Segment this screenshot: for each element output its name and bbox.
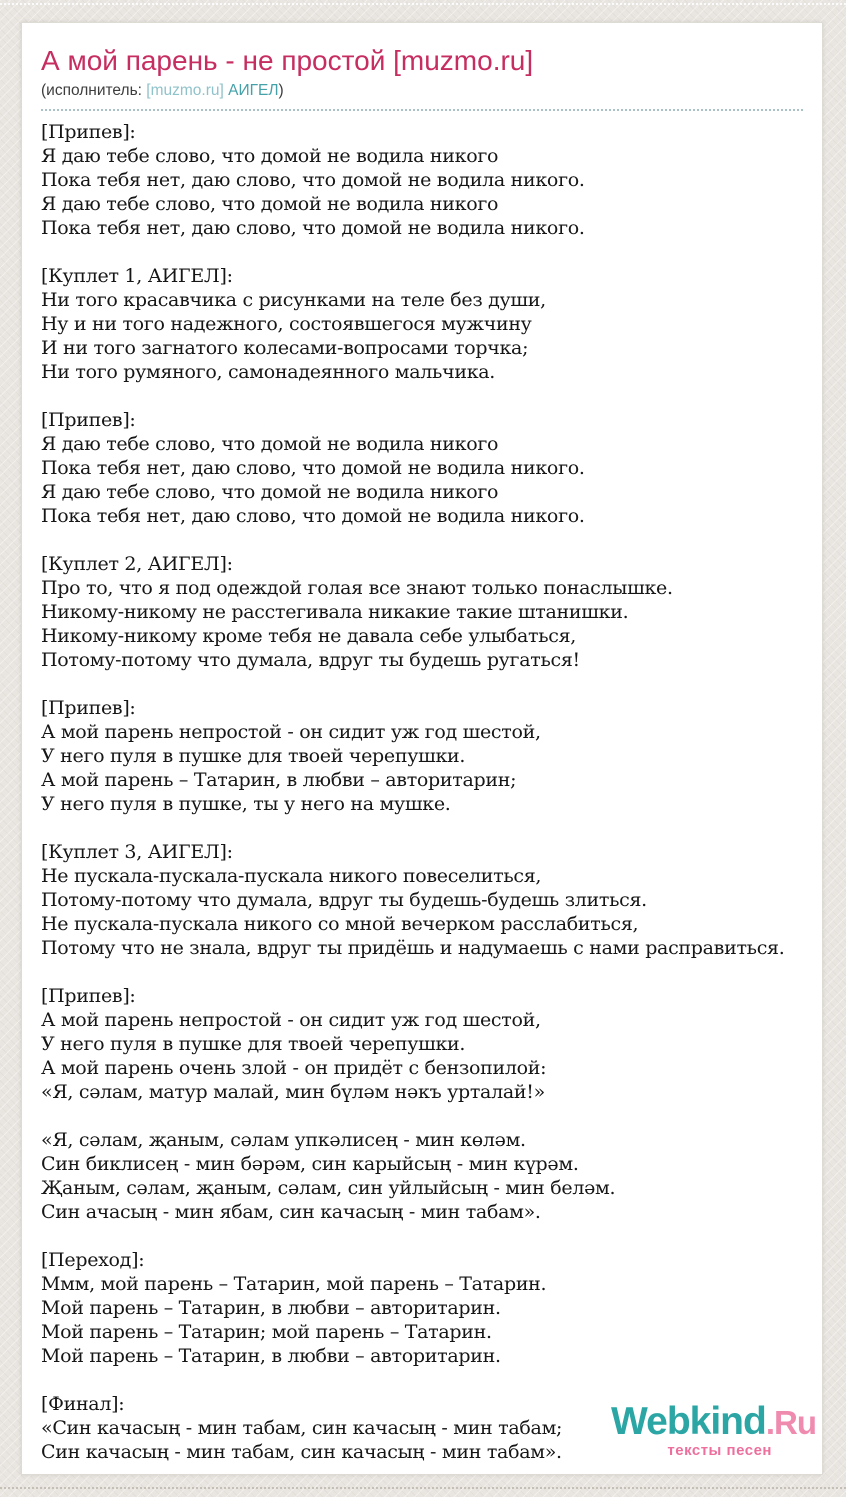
lyric-line: [Припев]: (41, 697, 136, 719)
lyric-line: А мой парень непростой - он сидит уж год шестой, (41, 1009, 541, 1031)
lyric-line: [Припев]: (41, 121, 136, 143)
lyric-line: «Я, сәлам, матур малай, мин бүләм нәкъ урталай!» (41, 1081, 545, 1103)
lyric-line: Пока тебя нет, даю слово, что домой не водила никого. (41, 505, 585, 527)
stanza (41, 984, 803, 1104)
lyric-line: Мой парень – Татарин; мой парень – Татарин. (41, 1321, 492, 1343)
lyric-line: «Син качасың - мин табам, син качасың - мин табам; (41, 1417, 563, 1439)
lyric-line: И ни того загнатого колесами-вопросами торчка; (41, 337, 529, 359)
lyric-line: Потому-потому что думала, вдруг ты будешь ругаться! (41, 649, 580, 671)
lyric-line: Потому что не знала, вдруг ты придёшь и надумаешь с нами расправиться. (41, 937, 785, 959)
lyric-line: Я даю тебе слово, что домой не водила никого (41, 193, 499, 215)
lyric-line: А мой парень очень злой - он придёт с бензопилой: (41, 1057, 547, 1079)
artist-suffix: ) (278, 82, 284, 99)
lyric-line: Ни того румяного, самонадеянного мальчика. (41, 361, 496, 383)
lyric-line: [Финал]: (41, 1393, 125, 1415)
lyric-line: [Куплет 3, АИГЕЛ]: (41, 841, 233, 863)
lyric-line: «Я, сәлам, җаным, сәлам упкәлисең - мин көләм. (41, 1129, 526, 1151)
stanza (41, 264, 803, 384)
webkind-logo-wordmark (611, 1402, 816, 1441)
lyric-line: Пока тебя нет, даю слово, что домой не водила никого. (41, 457, 585, 479)
lyric-line: А мой парень непростой - он сидит уж год шестой, (41, 721, 541, 743)
lyric-line: Я даю тебе слово, что домой не водила никого (41, 481, 499, 503)
lyric-line: Я даю тебе слово, что домой не водила никого (41, 145, 499, 167)
lyric-line: Ммм, мой парень – Татарин, мой парень – Татарин. (41, 1273, 547, 1295)
lyric-line: [Припев]: (41, 985, 136, 1007)
lyric-line: У него пуля в пушке, ты у него на мушке. (41, 793, 451, 815)
lyrics-card (21, 22, 823, 1475)
stanza (41, 840, 803, 960)
page-title: А мой парень - не простой [muzmo.ru] (41, 45, 534, 76)
lyric-line: [Куплет 2, АИГЕЛ]: (41, 553, 233, 575)
page-bottom-dotted-line (0, 1487, 846, 1489)
lyric-line: Не пускала-пускала-пускала никого повеселиться, (41, 865, 542, 887)
lyric-line: [Куплет 1, АИГЕЛ]: (41, 265, 233, 287)
stanza (41, 696, 803, 816)
lyric-line: Ни того красавчика с рисунками на теле без души, (41, 289, 546, 311)
lyric-line: Не пускала-пускала никого со мной вечерком расслабиться, (41, 913, 639, 935)
logo-domain-text: .Ru (765, 1404, 816, 1441)
stanza (41, 408, 803, 528)
lyrics-container (41, 120, 803, 1464)
artist-source-link[interactable]: [muzmo.ru] (146, 82, 224, 99)
lyric-line: Син биклисең - мин бәрәм, син карыйсың - мин күрәм. (41, 1153, 579, 1175)
artist-line (41, 82, 803, 111)
lyric-line: Никому-никому кроме тебя не давала себе улыбаться, (41, 625, 577, 647)
lyric-line: Потому-потому что думала, вдруг ты будешь-будешь злиться. (41, 889, 647, 911)
lyric-line: Никому-никому не расстегивала никакие такие штанишки. (41, 601, 629, 623)
stanza (41, 552, 803, 672)
logo-tagline: тексты песен (667, 1442, 772, 1459)
lyric-line: Син ачасың - мин ябам, син качасың - мин табам». (41, 1201, 541, 1223)
stanza (41, 120, 803, 240)
page-top-dotted-line (0, 3, 846, 5)
lyric-line: Мой парень – Татарин, в любви – авторитарин. (41, 1345, 501, 1367)
lyric-line: У него пуля в пушке для твоей черепушки. (41, 1033, 466, 1055)
lyric-line: Син качасың - мин табам, син качасың - мин табам». (41, 1441, 562, 1463)
lyric-line: А мой парень – Татарин, в любви – авторитарин; (41, 769, 517, 791)
artist-label: (исполнитель: (41, 82, 147, 99)
lyric-line: Җаным, сәлам, җаным, сәлам, син уйлыйсың - мин беләм. (41, 1177, 616, 1199)
lyric-line: У него пуля в пушке для твоей черепушки. (41, 745, 466, 767)
stanza (41, 1128, 803, 1224)
stanza (41, 1248, 803, 1368)
lyric-line: Ну и ни того надежного, состоявшегося мужчину (41, 313, 532, 335)
lyric-line: Пока тебя нет, даю слово, что домой не водила никого. (41, 169, 585, 191)
lyric-line: Пока тебя нет, даю слово, что домой не водила никого. (41, 217, 585, 239)
lyric-line: Я даю тебе слово, что домой не водила никого (41, 433, 499, 455)
artist-name-link[interactable]: АИГЕЛ (228, 82, 279, 99)
logo-brand-text: Webkind (611, 1400, 766, 1443)
lyric-line: Про то, что я под одеждой голая все знают только понаслышке. (41, 577, 673, 599)
lyric-line: [Переход]: (41, 1249, 145, 1271)
webkind-logo[interactable] (611, 1402, 816, 1458)
lyric-line: [Припев]: (41, 409, 136, 431)
lyric-line: Мой парень – Татарин, в любви – авторитарин. (41, 1297, 501, 1319)
